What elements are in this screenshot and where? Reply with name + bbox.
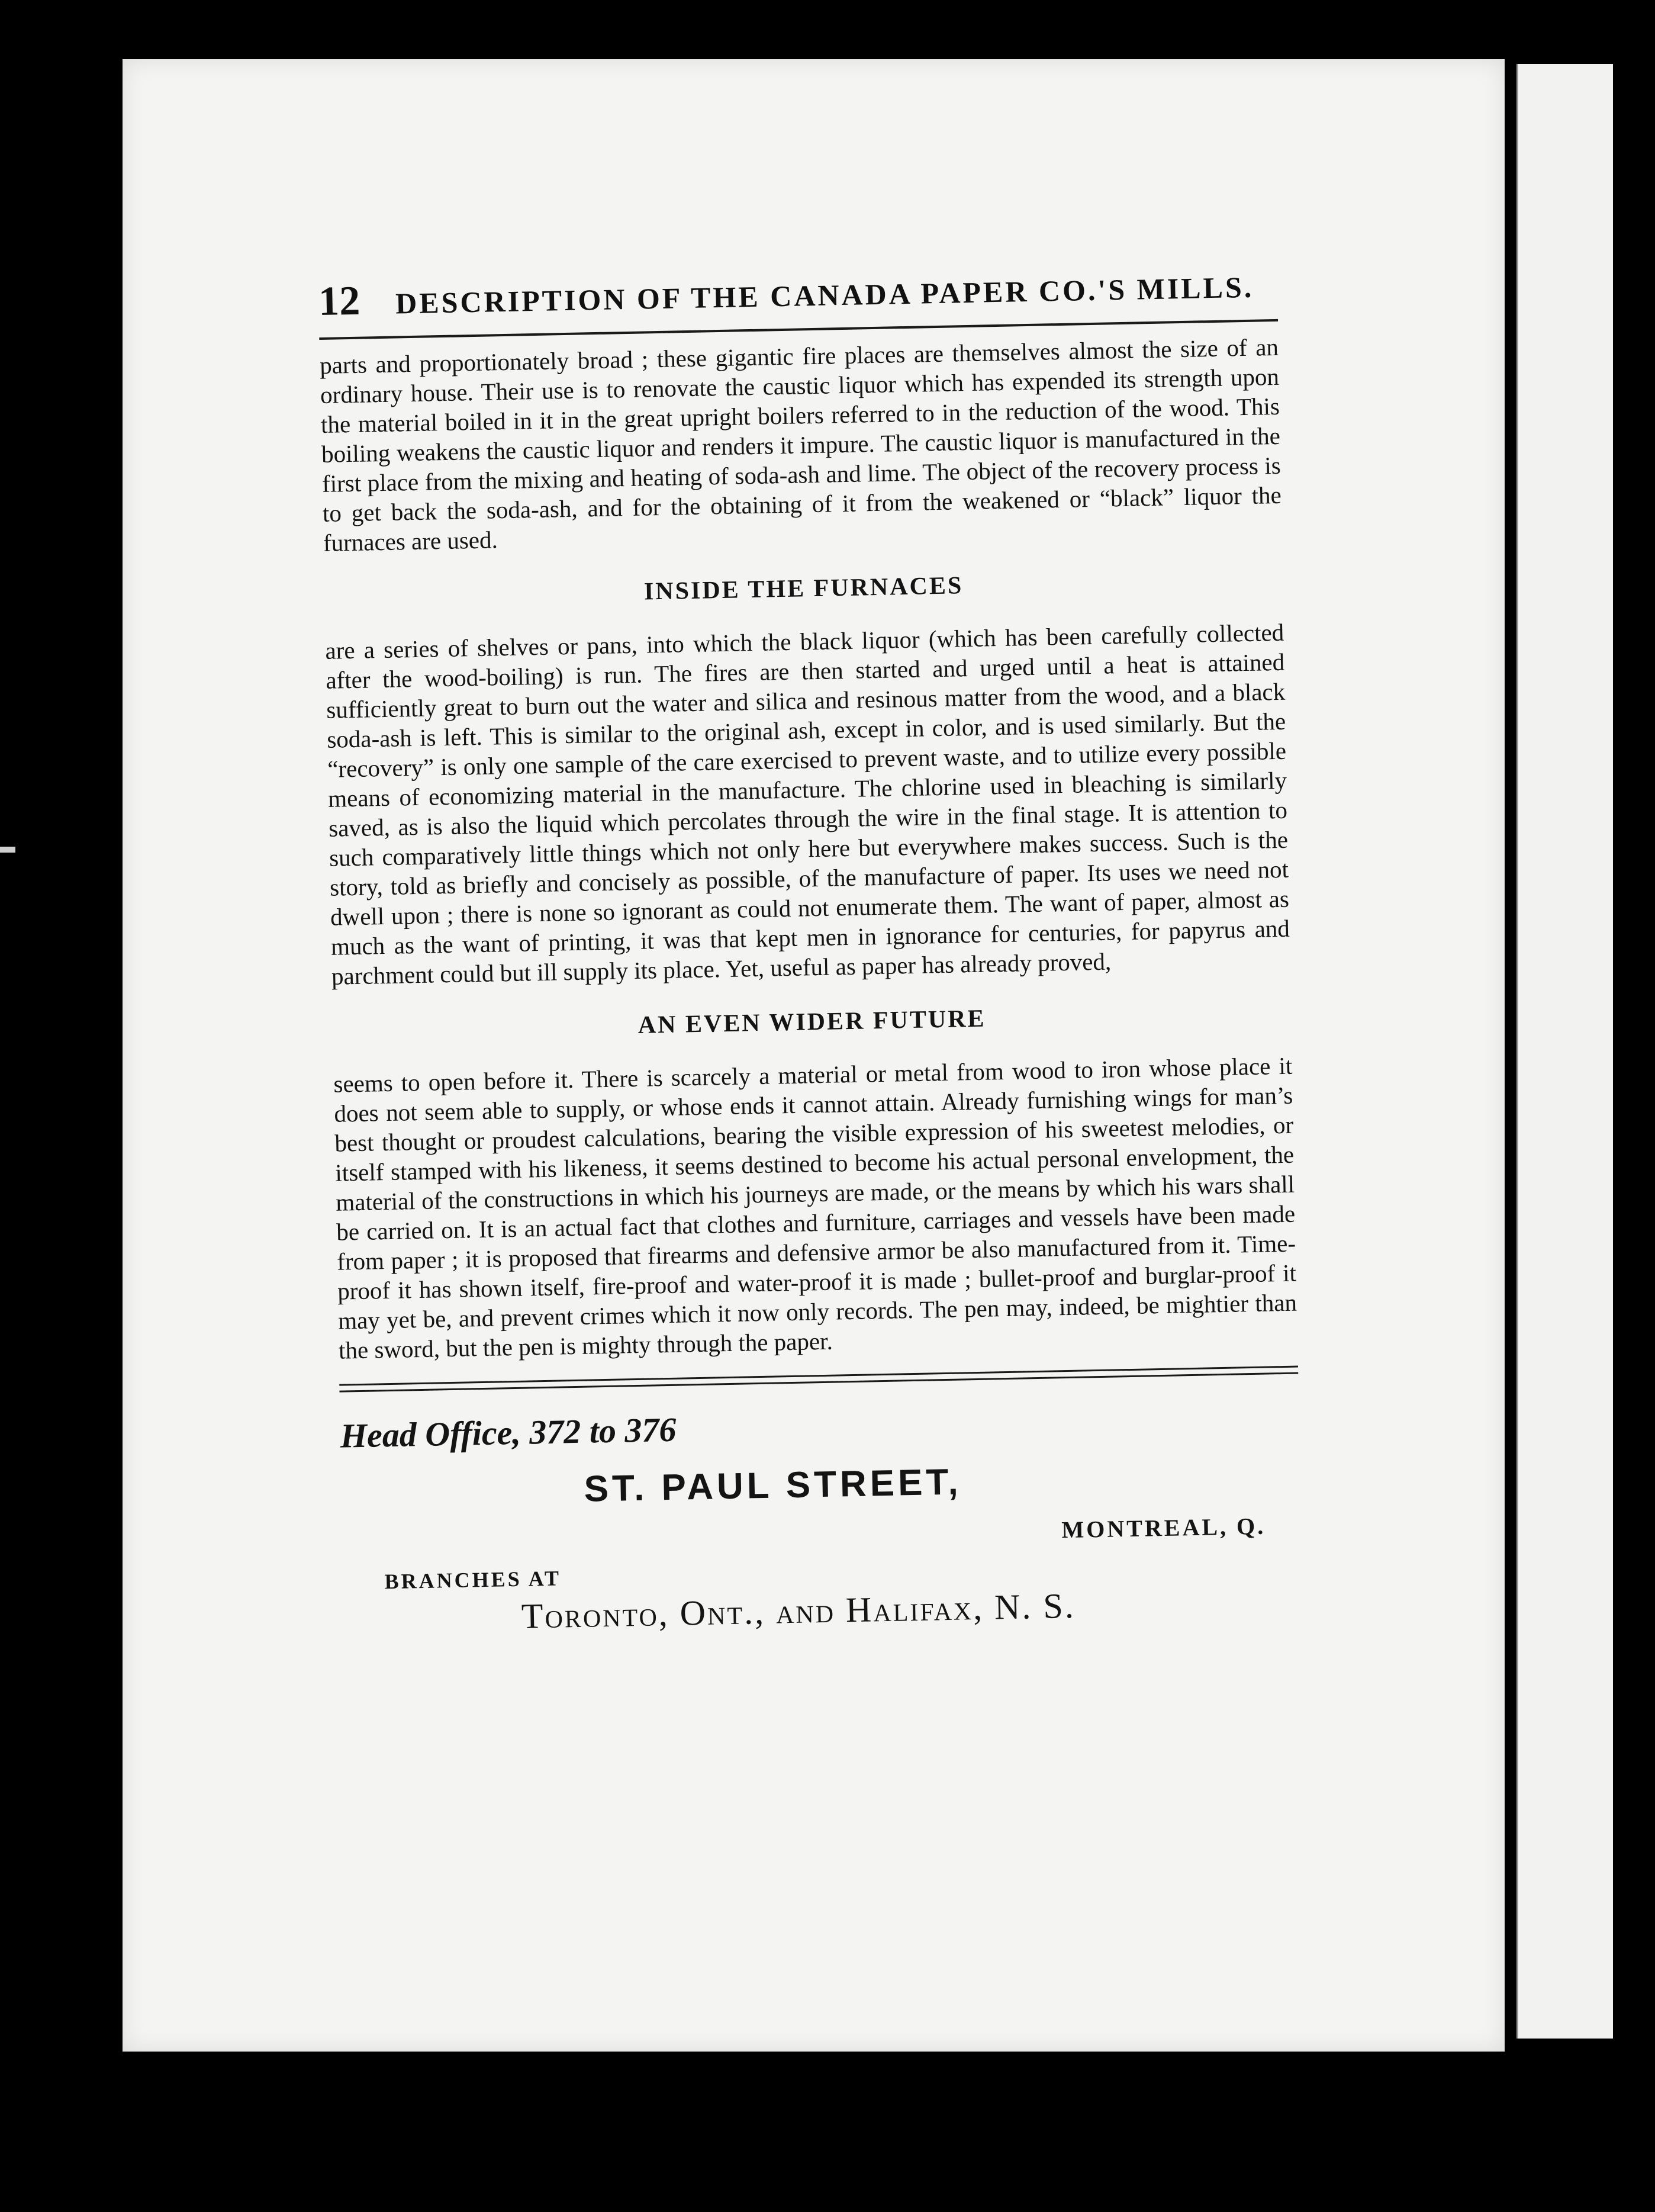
publisher-imprint	[340, 1374, 1303, 1641]
ink-dot	[839, 2087, 852, 2105]
body-paragraph: are a series of shelves or pans, into which the black liquor (which has been carefully collected after the wood-boiling) is run. The fires are then started and urged until a heat is attained sufficiently great to burn out the water and silica and resinous matter from the wood, and a black soda-ash is left. This is similar to the original ash, except in color, and is used similarly. But the “recovery” is only one sample of the care exercised to prevent waste, and to utilize every possible means of economizing material in the manufacture. The chlorine used in bleaching is similarly saved, as is also the liquid which percolates through the wire in the final stage. It is attention to such comparatively little things which not only here but everywhere makes success. Such is the story, told as briefly and concisely as possible, of the manufacture of paper. Its uses we need not dwell upon ; there is none so ignorant as could not enumerate them. The want of paper, almost as much as the want of printing, it was that kept men in ignorance for centuries, for papyrus and parchment could but ill supply its place. Yet, useful as paper has already proved,	[325, 618, 1290, 990]
running-head: DESCRIPTION OF THE CANADA PAPER CO.'S MILLS.	[395, 270, 1254, 320]
page	[123, 59, 1505, 2052]
body-paragraph: parts and proportionately broad ; these gigantic fire places are themselves almost the size of an ordinary house. Their use is to renovate the caustic liquor which has expended its strength upon the material boiled in it in the great upright boilers referred to in the reduction of the wood. This boiling weakens the caustic liquor and renders it impure. The caustic liquor is manufactured in the first place from the mixing and heating of soda-ash and lime. The object of the recovery process is to get back the soda-ash, and for the obtaining of it from the weakened or “black” liquor the furnaces are used.	[319, 333, 1282, 557]
page-content	[318, 248, 1303, 1641]
section-heading: AN EVEN WIDER FUTURE	[637, 1005, 986, 1039]
section-heading: INSIDE THE FURNACES	[643, 572, 964, 606]
street-name: ST. PAUL STREET,	[584, 1461, 962, 1510]
branches-label: BRANCHES AT	[384, 1566, 562, 1594]
adjacent-page-edge	[1516, 64, 1613, 2039]
page-number: 12	[318, 278, 360, 324]
branch-cities: Toronto, Ont., and Halifax, N. S.	[521, 1586, 1076, 1636]
city-name: MONTREAL, Q.	[1061, 1512, 1266, 1544]
head-office-address: Head Office, 372 to 376	[340, 1410, 677, 1455]
body-paragraph: seems to open before it. There is scarcely a material or metal from wood to iron whose place it does not seem able to supply, or whose ends it cannot attain. Already furnishing wings for man’s best thought or proudest calculations, bearing the visible expression of his sweetest melodies, or itself stamped with his likeness, it seems destined to become his actual personal envelopment, the material of the constructions in which his journeys are made, or the means by which his wars shall be carried on. It is an actual fact that clothes and furniture, carriages and vessels have been made from paper ; it is proposed that firearms and defensive armor be also manufactured from it. Time-proof it has shown itself, fire-proof and water-proof it is made ; bullet-proof and burglar-proof it may yet be, and prevent crimes which it now only records. The pen may, indeed, be mightier than the sword, but the pen is mighty through the paper.	[333, 1052, 1297, 1364]
scan-edge-mark	[0, 847, 15, 853]
